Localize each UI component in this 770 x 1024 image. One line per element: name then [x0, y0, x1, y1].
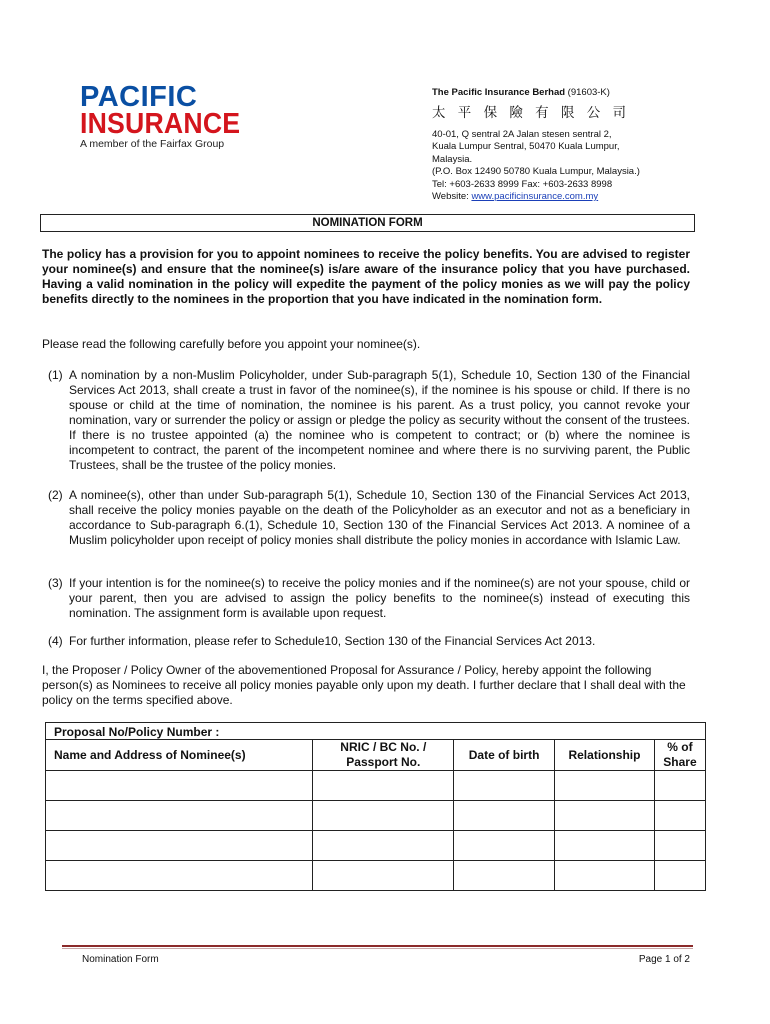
address-line-3: Malaysia.	[432, 153, 473, 165]
nominee-share-cell[interactable]	[654, 801, 705, 831]
logo-text-insurance: INSURANCE	[80, 108, 241, 140]
clause-3	[48, 576, 690, 621]
proposal-row	[46, 723, 706, 740]
header-share-line-1: % of	[667, 740, 693, 754]
read-note: Please read the following carefully before you appoint your nominee(s).	[42, 337, 421, 351]
header-nric-line-1: NRIC / BC No. /	[340, 740, 427, 754]
header-relationship: Relationship	[555, 740, 655, 771]
footer-divider	[62, 945, 693, 947]
address-line-2: Kuala Lumpur Sentral, 50470 Kuala Lumpur,	[432, 141, 620, 152]
company-logo	[80, 81, 241, 140]
clause-number: (4)	[48, 634, 63, 648]
member-tagline: A member of the Fairfax Group	[80, 138, 225, 150]
nominee-share-cell[interactable]	[654, 831, 705, 861]
declaration-paragraph: I, the Proposer / Policy Owner of the abovementioned Proposal for Assurance / Policy, hereby appoint the following person(s) as Nominees to receive all policy monies payable only upon my death. I further declare that I shall deal with the policy on the terms specified above.	[42, 663, 686, 707]
header-nominee-name: Name and Address of Nominee(s)	[46, 740, 313, 771]
header-share	[654, 740, 705, 771]
company-reg-no: (91603-K)	[565, 87, 610, 98]
clause-4	[48, 634, 690, 649]
nominee-share-cell[interactable]	[654, 861, 705, 891]
website-line	[432, 191, 640, 204]
nominee-name-cell[interactable]	[46, 771, 313, 801]
website-label: Website:	[432, 191, 472, 202]
clause-2	[48, 488, 690, 548]
table-row	[46, 801, 706, 831]
nominee-nric-cell[interactable]	[313, 831, 454, 861]
clause-number: (2)	[48, 488, 63, 502]
company-name-line	[432, 87, 640, 100]
nominee-dob-cell[interactable]	[454, 801, 555, 831]
form-title: NOMINATION FORM	[40, 214, 695, 232]
contact-numbers: Tel: +603-2633 8999 Fax: +603-2633 8998	[432, 178, 613, 190]
table-row	[46, 771, 706, 801]
intro-paragraph: The policy has a provision for you to appoint nominees to receive the policy benefits. You are advised to register your nominee(s) and ensure that the nominee(s) is/are aware of the insurance policy that you have purchased. Having a valid nomination in the policy will expedite the payment of the policy monies as we will pay the policy benefits directly to the nominees in the proportion that you have indicated in the nomination form.	[42, 247, 690, 306]
table-row	[46, 831, 706, 861]
nominee-nric-cell[interactable]	[313, 801, 454, 831]
address-line-1: 40-01, Q sentral 2A Jalan stesen sentral 2,	[432, 128, 612, 140]
nominee-dob-cell[interactable]	[454, 771, 555, 801]
nominee-relationship-cell[interactable]	[555, 801, 655, 831]
table-row	[46, 861, 706, 891]
nominee-table	[45, 722, 706, 891]
nominee-dob-cell[interactable]	[454, 861, 555, 891]
clause-text: If your intention is for the nominee(s) to receive the policy monies and if the nominee(s) are not your spouse, child or your parent, then you are advised to assign the policy benefits to the nominee(s) instead of executing this nomination. The assignment form is available upon request.	[69, 576, 690, 620]
nominee-share-cell[interactable]	[654, 771, 705, 801]
clause-number: (1)	[48, 368, 63, 382]
company-info	[432, 87, 640, 204]
website-link[interactable]: www.pacificinsurance.com.my	[471, 191, 599, 202]
footer-divider-shadow	[62, 948, 693, 949]
nominee-name-cell[interactable]	[46, 801, 313, 831]
header-date-of-birth: Date of birth	[454, 740, 555, 771]
nominee-nric-cell[interactable]	[313, 861, 454, 891]
company-name: The Pacific Insurance Berhad	[432, 87, 566, 98]
header-nric-line-2: Passport No.	[346, 755, 421, 769]
table-header-row	[46, 740, 706, 771]
company-chinese-name: 太 平 保 險 有 限 公 司	[432, 104, 631, 121]
clause-number: (3)	[48, 576, 63, 590]
clause-text: For further information, please refer to Schedule10, Section 130 of the Financial Services Act 2013.	[69, 634, 596, 648]
footer-page-number: Page 1 of 2	[638, 954, 690, 965]
nominee-relationship-cell[interactable]	[555, 771, 655, 801]
nominee-name-cell[interactable]	[46, 831, 313, 861]
po-box: (P.O. Box 12490 50780 Kuala Lumpur, Malaysia.)	[432, 166, 640, 177]
nominee-nric-cell[interactable]	[313, 771, 454, 801]
nominee-dob-cell[interactable]	[454, 831, 555, 861]
clause-text: A nomination by a non-Muslim Policyholder, under Sub-paragraph 5(1), Schedule 10, Section 130 of the Financial Services Act 2013, shall create a trust in favor of the nominee(s), if the nominee is his spouse or child. If there is no spouse or child at the time of nomination, the nominee is his parent. As a trust policy, you cannot revoke your nomination, vary or surrender the policy or assign or pledge the policy as security without the consent of the trustees. If there is no trustee appointed (a) the nominee who is competent to contract; or (b) where the nominee is incompetent to contract, the parent of the incompetent nominee and where there is no surviving parent, the Public Trustees, shall be the trustee of the policy monies.	[69, 368, 690, 472]
logo-text-pacific: PACIFIC	[80, 81, 198, 113]
nominee-relationship-cell[interactable]	[555, 831, 655, 861]
clause-1	[48, 368, 690, 473]
nominee-name-cell[interactable]	[46, 861, 313, 891]
clause-text: A nominee(s), other than under Sub-paragraph 5(1), Schedule 10, Section 130 of the Financial Services Act 2013, shall receive the policy monies payable on the death of the Policyholder as an executor and not as a beneficiary in accordance to Sub-paragraph 6.(1), Schedule 10, Section 130 of the Financial Services Act 2013. A nominee of a Muslim policyholder upon receipt of policy monies shall distribute the policy monies in accordance with Islamic Law.	[69, 488, 690, 547]
header-nric	[313, 740, 454, 771]
proposal-number-field[interactable]: Proposal No/Policy Number :	[46, 723, 706, 740]
footer-form-name: Nomination Form	[82, 954, 159, 965]
nominee-relationship-cell[interactable]	[555, 861, 655, 891]
header-share-line-2: Share	[663, 755, 697, 769]
